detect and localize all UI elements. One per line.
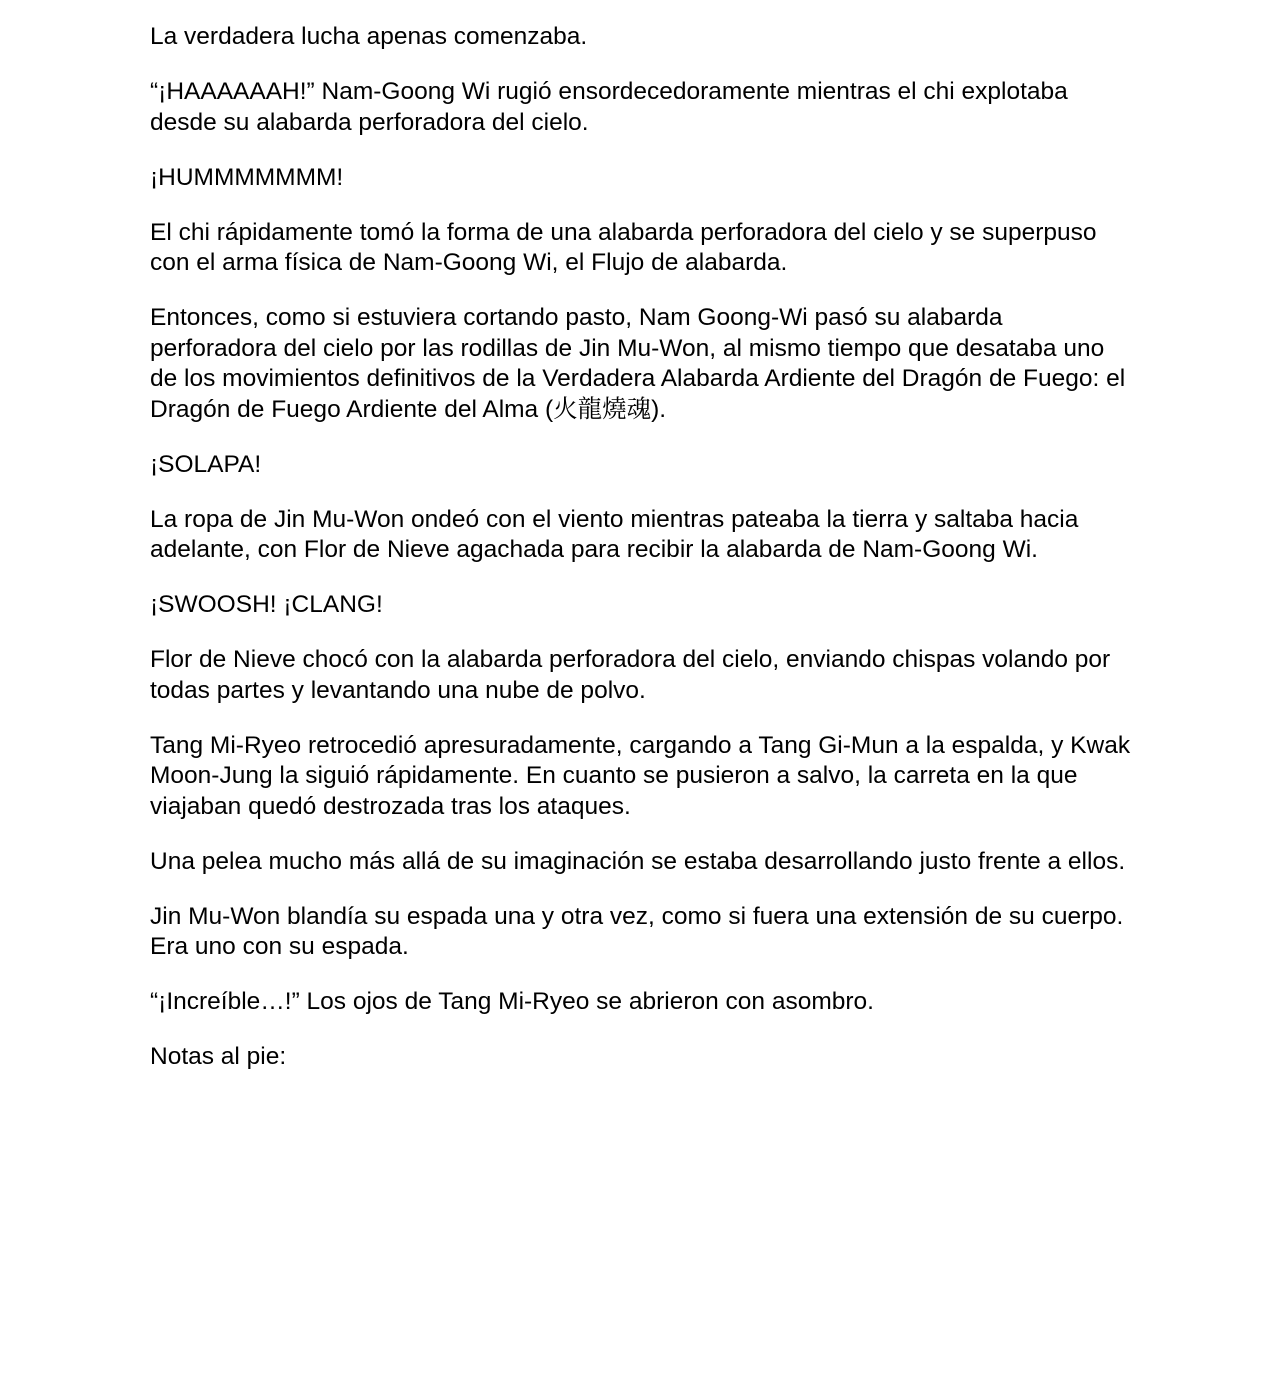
document-body xyxy=(150,22,1135,1097)
paragraph: Tang Mi-Ryeo retrocedió apresuradamente, cargando a Tang Gi-Mun a la espalda, y Kwak Moon-Jung la siguió rápidamente. En cuanto se pusieron a salvo, la carreta en la que viajaban quedó destrozada tras los ataques. xyxy=(150,731,1131,820)
paragraph: La verdadera lucha apenas comenzaba. xyxy=(150,23,588,50)
paragraph: ¡SOLAPA! xyxy=(150,450,262,478)
paragraph: Entonces, como si estuviera cortando pasto, Nam Goong-Wi pasó su alabarda perforadora del cielo por las rodillas de Jin Mu-Won, al mismo tiempo que desataba uno de los movimientos definitivos de la Verdadera Alabarda Ardiente del Dragón de Fuego: el Dragón de Fuego Ardiente del Alma (火龍燒魂). xyxy=(150,304,1126,423)
paragraph: Flor de Nieve chocó con la alabarda perforadora del cielo, enviando chispas volando por todas partes y levantando una nube de polvo. xyxy=(150,646,1111,704)
paragraph: ¡HUMMMMMMM! xyxy=(150,163,344,191)
paragraph: El chi rápidamente tomó la forma de una alabarda perforadora del cielo y se superpuso con el arma física de Nam-Goong Wi, el Flujo de alabarda. xyxy=(150,218,1097,276)
paragraph: La ropa de Jin Mu-Won ondeó con el viento mientras pateaba la tierra y saltaba hacia adelante, con Flor de Nieve agachada para recibir la alabarda de Nam-Goong Wi. xyxy=(150,505,1079,563)
paragraph: Jin Mu-Won blandía su espada una y otra vez, como si fuera una extensión de su cuerpo. Era uno con su espada. xyxy=(150,902,1124,960)
footnotes-heading: Notas al pie: xyxy=(150,1043,287,1070)
paragraph: Una pelea mucho más allá de su imaginación se estaba desarrollando justo frente a ellos. xyxy=(150,847,1126,875)
paragraph: “¡Increíble…!” Los ojos de Tang Mi-Ryeo se abrieron con asombro. xyxy=(150,988,874,1015)
paragraph: ¡SWOOSH! ¡CLANG! xyxy=(150,591,383,618)
paragraph: “¡HAAAAAAH!” Nam-Goong Wi rugió ensordecedoramente mientras el chi explotaba desde su alabarda perforadora del cielo. xyxy=(150,78,1068,136)
